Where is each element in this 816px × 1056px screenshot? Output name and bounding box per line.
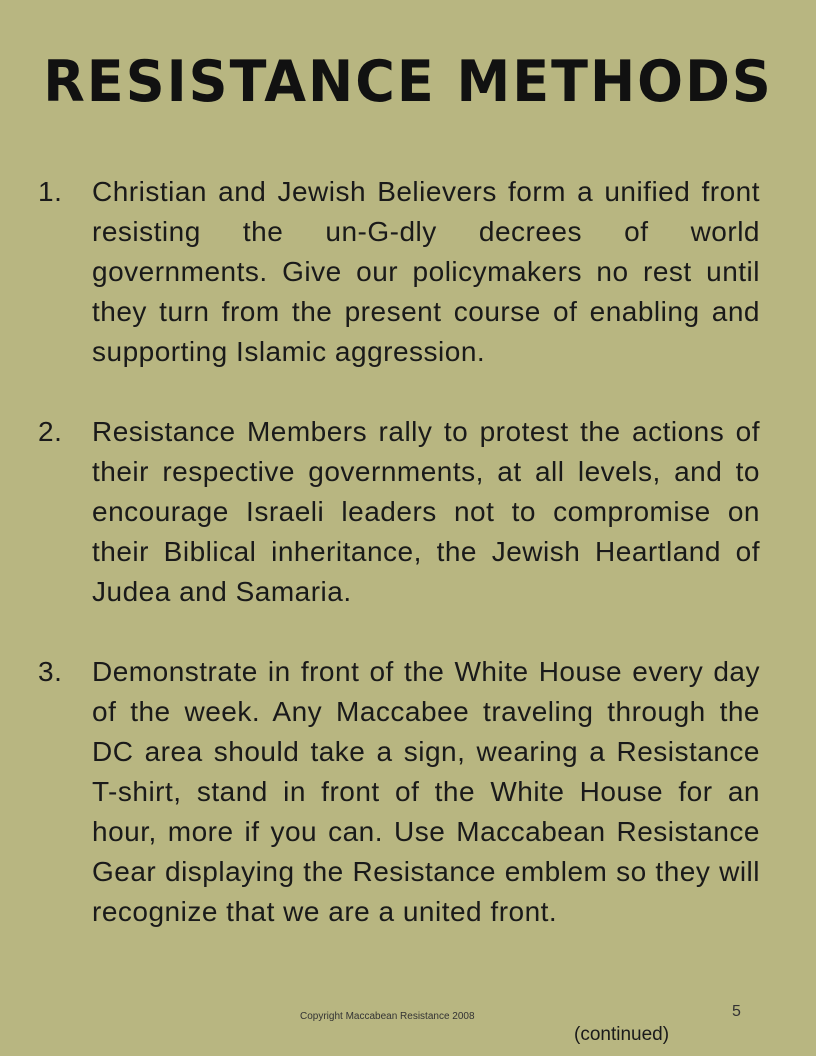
- item-number: 3.: [38, 656, 63, 687]
- page-title: RESISTANCE METHODS: [43, 48, 773, 115]
- item-text: Resistance Members rally to protest the actions of their respective governments, at all levels, and to encourage Israeli leaders not to compromise on their Biblical inheritance, the Jewish Heartland of Judea and Samaria.: [92, 416, 760, 607]
- list-item: [38, 412, 760, 612]
- item-number: 2.: [38, 416, 63, 447]
- page-number: 5: [732, 1003, 741, 1020]
- item-number: 1.: [38, 176, 63, 207]
- item-text: Christian and Jewish Believers form a unified front resisting the un-G-dly decrees of world governments. Give our policymakers no rest until they turn from the present course of enabling and supporting Islamic aggression.: [92, 176, 760, 367]
- list-item: [38, 652, 760, 932]
- copyright-notice: Copyright Maccabean Resistance 2008: [300, 1011, 475, 1022]
- methods-list: [38, 172, 760, 932]
- list-item: [38, 172, 760, 372]
- continued-note: (continued): [574, 1024, 670, 1045]
- item-text: Demonstrate in front of the White House every day of the week. Any Maccabee traveling through the DC area should take a sign, wearing a Resistance T-shirt, stand in front of the White House for an hour, more if you can. Use Maccabean Resistance Gear displaying the Resistance emblem so they will recognize that we are a united front.: [92, 656, 760, 927]
